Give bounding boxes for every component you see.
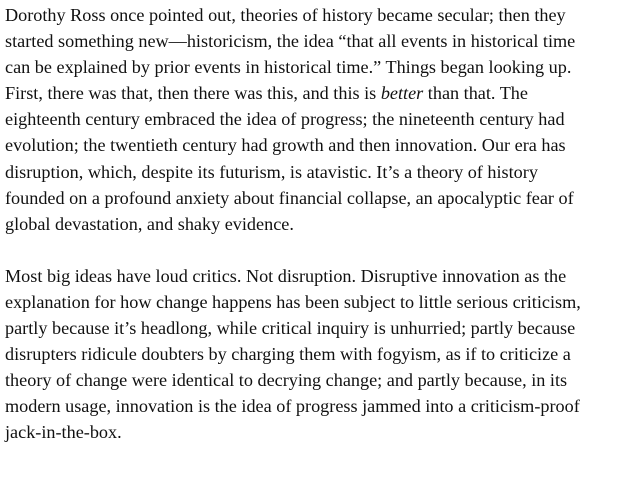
paragraph-1: [5, 2, 641, 237]
text-line: modern usage, innovation is the idea of progress jammed into a criticism-proof: [5, 396, 580, 417]
text-line: founded on a profound anxiety about financial collapse, an apocalyptic fear of: [5, 187, 574, 208]
text-line: disrupters ridicule doubters by charging them with fogyism, as if to criticize a: [5, 344, 571, 365]
text-line: Most big ideas have loud critics. Not disruption. Disruptive innovation as the: [5, 265, 567, 286]
text-run: than that. The: [423, 83, 528, 104]
text-line: global devastation, and shaky evidence.: [5, 213, 294, 234]
text-line: disruption, which, despite its futurism, is atavistic. It’s a theory of history: [5, 161, 538, 182]
text-line: partly because it’s headlong, while critical inquiry is unhurried; partly because: [5, 318, 576, 339]
text-line: theory of change were identical to decrying change; and partly because, in its: [5, 370, 568, 391]
text-line: evolution; the twentieth century had growth and then innovation. Our era has: [5, 135, 566, 156]
article-body: [5, 2, 641, 446]
text-line: jack-in-the-box.: [5, 422, 122, 443]
text-run: First, there was that, then there was this, and this is: [5, 83, 381, 104]
text-line: explanation for how change happens has been subject to little serious criticism,: [5, 291, 581, 312]
paragraph-2: [5, 263, 641, 446]
text-line: eighteenth century embraced the idea of progress; the nineteenth century had: [5, 109, 565, 130]
text-line: can be explained by prior events in historical time.” Things began looking up.: [5, 57, 572, 78]
text-line: Dorothy Ross once pointed out, theories of history became secular; then they: [5, 5, 566, 25]
text-line: [5, 80, 641, 106]
text-line: started something new—historicism, the idea “that all events in historical time: [5, 31, 576, 52]
paragraph-spacer: [5, 237, 641, 263]
emphasized-word: better: [380, 83, 424, 104]
